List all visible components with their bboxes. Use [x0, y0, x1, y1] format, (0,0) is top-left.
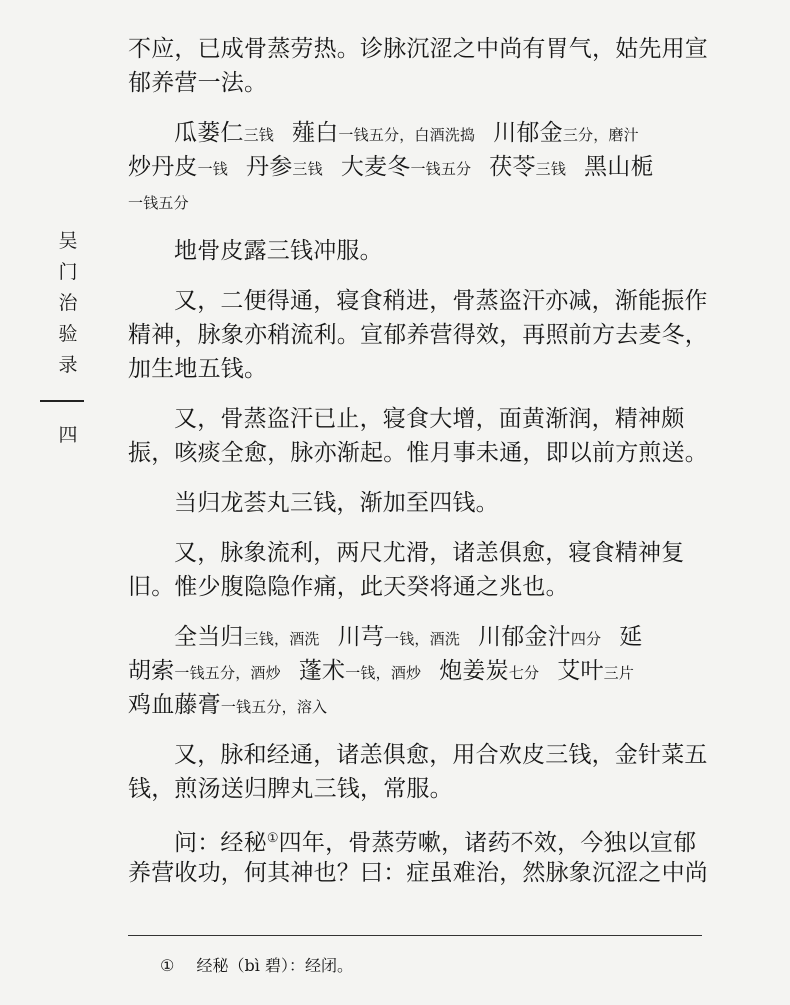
herb-dose: 三钱: [535, 160, 567, 178]
herb-dose: 三钱: [243, 126, 275, 144]
herb-name: 黑山栀: [584, 154, 654, 180]
herb-dose: 四分: [570, 630, 602, 648]
herb-dose: 一钱五分，溶入: [220, 698, 328, 716]
running-title-char: 门: [58, 261, 78, 283]
footnote: [160, 955, 353, 977]
prescription-line: [128, 654, 712, 688]
running-title: [48, 226, 88, 381]
herb-name: 炒丹皮: [128, 154, 198, 180]
text-segment: 四年，骨蒸劳嗽，诸药不效，今独以宣郁: [278, 830, 697, 856]
herb-name: 丹参: [246, 154, 293, 180]
herb-name: 薤白: [292, 120, 339, 146]
footnote-text: 经秘（bì 碧）：经闭。: [196, 956, 353, 975]
text-line: 加生地五钱。: [128, 356, 268, 382]
text-line: 养营收功，何其神也？曰：症虽难治，然脉象沉涩之中尚: [128, 860, 708, 886]
herb-name: 炮姜炭: [439, 658, 509, 684]
text-segment: 问：经秘: [174, 830, 267, 856]
herb-name: 瓜蒌仁: [174, 120, 244, 146]
text-line: 又，脉象流利，两尺尤滑，诸恙俱愈，寝食精神复: [174, 540, 685, 566]
prescription-line: [128, 688, 712, 722]
prescription-line: [128, 116, 712, 150]
herb-dose: 三片: [603, 664, 635, 682]
page-number: 四: [58, 424, 78, 446]
herb-name: 蓬术: [298, 658, 346, 684]
herb-name: 大麦冬: [340, 154, 411, 180]
text-line: 当归龙荟丸三钱，渐加至四钱。: [174, 490, 499, 516]
herb-dose: 七分: [508, 664, 540, 682]
prescription-line: [128, 620, 712, 654]
footnote-divider: [128, 935, 702, 936]
running-title-char: 验: [58, 323, 78, 345]
herb-name: 胡索: [128, 658, 175, 684]
text-line: 旧。惟少腹隐隐作痛，此天癸将通之兆也。: [128, 574, 569, 600]
herb-dose: 一钱，酒洗: [384, 630, 461, 648]
prescription-line: [128, 150, 712, 184]
herb-name: 川郁金: [493, 120, 563, 146]
main-text: [128, 32, 712, 890]
herb-name: 川芎: [337, 624, 385, 650]
prescription-line: [128, 184, 712, 218]
herb-dose: 一钱: [197, 160, 229, 178]
text-line: 钱，煎汤送归脾丸三钱，常服。: [128, 776, 453, 802]
herb-name: 延: [619, 624, 643, 650]
running-title-divider: [40, 400, 84, 402]
text-line: 又，二便得通，寝食稍进，骨蒸盗汗亦减，渐能振作: [174, 288, 708, 314]
text-line: 郁养营一法。: [128, 70, 268, 96]
running-title-char: 录: [58, 354, 78, 376]
herb-dose: 一钱五分: [128, 194, 189, 212]
herb-dose: 一钱五分: [410, 160, 472, 178]
herb-dose: 一钱五分，酒炒: [174, 664, 281, 682]
herb-dose: 一钱，酒炒: [345, 664, 422, 682]
herb-dose: 三钱，酒洗: [243, 630, 320, 648]
running-title-char: 治: [58, 292, 78, 314]
text-line: 又，骨蒸盗汗已止，寝食大增，面黄渐润，精神颇: [174, 406, 685, 432]
herb-name: 鸡血藤膏: [128, 692, 221, 718]
herb-name: 艾叶: [557, 658, 604, 684]
running-title-char: 吴: [58, 230, 78, 252]
herb-dose: 一钱五分，白酒洗捣: [338, 126, 476, 144]
herb-dose: 三分，磨汁: [562, 126, 639, 144]
herb-name: 茯苓: [489, 154, 536, 180]
text-line: 不应，已成骨蒸劳热。诊脉沉涩之中尚有胃气，姑先用宣: [128, 36, 708, 62]
herb-dose: 三钱: [292, 160, 323, 178]
text-line: 精神，脉象亦稍流利。宣郁养营得效，再照前方去麦冬，: [128, 322, 708, 348]
text-line: [128, 822, 712, 856]
text-line: 又，脉和经通，诸恙俱愈，用合欢皮三钱，金针菜五: [174, 742, 708, 768]
herb-name: 川郁金汁: [478, 624, 571, 650]
herb-name: 全当归: [174, 624, 244, 650]
text-line: 地骨皮露三钱冲服。: [174, 238, 383, 264]
text-line: 振，咳痰全愈，脉亦渐起。惟月事未通，即以前方煎送。: [128, 440, 708, 466]
footnote-marker[interactable]: ①: [266, 831, 279, 846]
footnote-number: ①: [160, 956, 175, 975]
